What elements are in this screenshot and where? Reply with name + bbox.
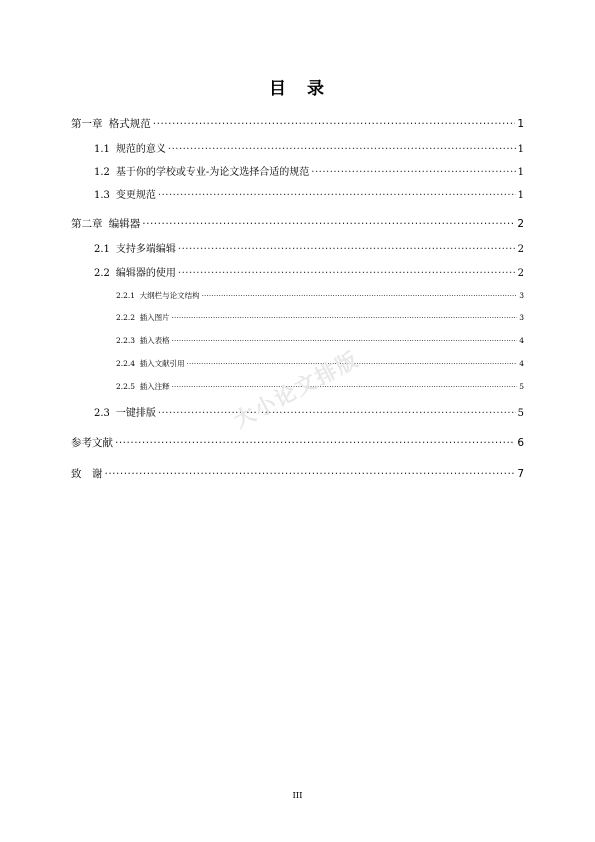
toc-page-number: 5 <box>517 408 524 419</box>
toc-entry[interactable] <box>71 435 524 450</box>
toc-dot-leader <box>115 436 515 447</box>
toc-entry[interactable] <box>116 290 524 301</box>
toc-entry-label: 参考文献 <box>71 437 113 449</box>
toc-dot-leader <box>178 266 516 276</box>
toc-entry[interactable] <box>94 186 524 201</box>
toc-page-number: 2 <box>517 244 524 255</box>
toc-entry[interactable] <box>94 163 524 178</box>
toc-entry[interactable] <box>71 216 524 231</box>
toc-entry-label: 2.2 编辑器的使用 <box>94 268 176 279</box>
toc-entry-label: 2.3 一键排版 <box>94 408 156 419</box>
toc-dot-leader <box>172 336 518 344</box>
toc-entry-label: 1.1 规范的意义 <box>94 144 166 155</box>
toc-page-number: 7 <box>517 468 524 480</box>
toc-page-number: 1 <box>517 144 524 155</box>
toc-entry-label: 第一章 格式规范 <box>71 118 151 130</box>
toc-page-number: 4 <box>519 336 524 345</box>
watermark: 大小论文排版 <box>229 346 363 433</box>
toc-entry-label: 2.2.1 大纲栏与论文结构 <box>116 291 200 300</box>
toc-page-number: 3 <box>519 291 524 300</box>
toc-page-number: 5 <box>519 382 524 391</box>
toc-entry-label: 2.2.4 插入文献引用 <box>116 359 185 368</box>
toc-dot-leader <box>172 382 518 390</box>
toc-entry[interactable] <box>94 140 524 155</box>
toc-dot-leader <box>178 242 516 252</box>
toc-entry-label: 致 谢 <box>71 468 103 480</box>
toc-dot-leader <box>187 359 518 367</box>
toc-entry-label: 2.2.3 插入表格 <box>116 336 170 345</box>
toc-page-number: 3 <box>519 313 524 322</box>
toc-page-number: 1 <box>517 118 524 130</box>
toc-page-number: 1 <box>517 190 524 201</box>
toc-page-number: 1 <box>517 167 524 178</box>
toc-entry[interactable] <box>116 358 524 369</box>
toc-entry[interactable] <box>71 116 524 131</box>
toc-entry-label: 第二章 编辑器 <box>71 218 141 230</box>
toc-page-number: 4 <box>519 359 524 368</box>
toc-entry-label: 2.2.5 插入注释 <box>116 382 170 391</box>
page-footer-number: III <box>292 791 303 801</box>
toc-dot-leader <box>142 217 515 228</box>
toc-entry[interactable] <box>94 264 524 279</box>
toc-page-number: 2 <box>517 268 524 279</box>
toc-page-number: 2 <box>517 218 524 230</box>
toc-dot-leader <box>153 117 516 128</box>
toc-dot-leader <box>158 406 516 416</box>
toc-dot-leader <box>202 291 518 299</box>
toc-entry[interactable] <box>116 335 524 346</box>
toc-dot-leader <box>168 142 516 152</box>
toc-entry[interactable] <box>116 312 524 323</box>
toc-dot-leader <box>311 165 515 175</box>
toc-entry[interactable] <box>94 240 524 255</box>
toc-entry-label: 2.2.2 插入图片 <box>116 313 170 322</box>
toc-entry[interactable] <box>94 404 524 419</box>
toc-page-number: 6 <box>517 437 524 449</box>
toc-dot-leader <box>158 188 516 198</box>
toc-dot-leader <box>105 467 516 478</box>
toc-entry[interactable] <box>71 466 524 481</box>
toc-title: 目 录 <box>269 79 326 99</box>
toc-entry-label: 1.2 基于你的学校或专业-为论文选择合适的规范 <box>94 167 310 178</box>
toc-dot-leader <box>172 313 518 321</box>
toc-entry-label: 1.3 变更规范 <box>94 190 156 201</box>
toc-entry[interactable] <box>116 381 524 392</box>
toc-entry-label: 2.1 支持多端编辑 <box>94 244 176 255</box>
